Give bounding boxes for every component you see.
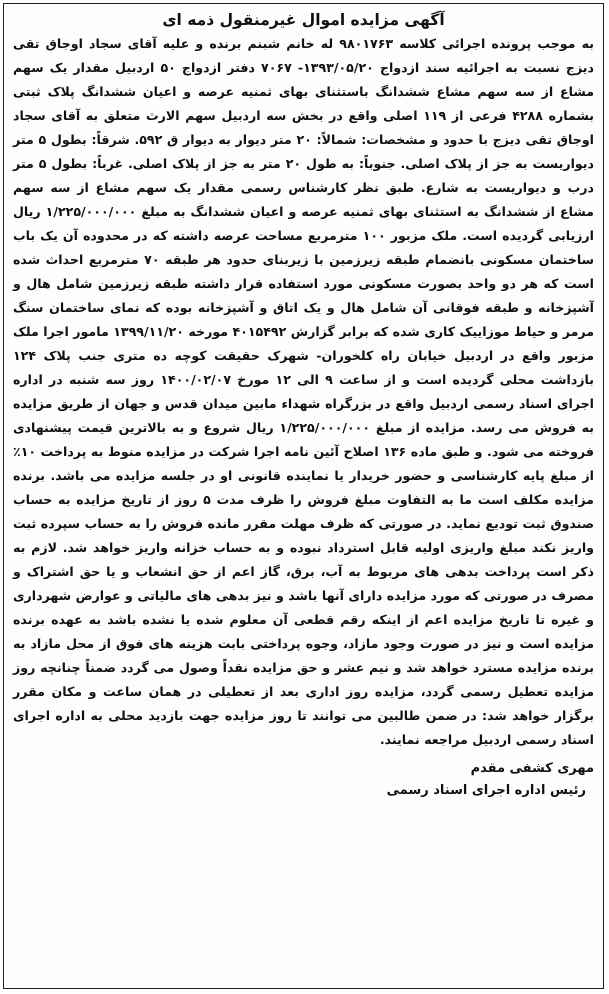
notice-body: به موجب پرونده اجرائی کلاسه ۹۸۰۱۷۶۳ له خانم شبنم برنده و علیه آقای سجاد اوجاق تقی دیزج نسبت به اجرائیه سند ازدواج ۱۳۹۳/۰۵/۲۰- ۷۰۶۷ دفتر ازدواج ۵۰ اردبیل مقدار یک سهم مشاع از سه سهم مشاع ششدانگ باستثنای بهای ثمنیه عرصه و اعیان ششدانگ پلاک ثبتی بشماره ۴۲۸۸ فرعی از ۱۱۹ اصلی واقع در بخش سه اردبیل سهم الارث متعلق به آقای سجاد اوجاق تقی دیزج با حدود و مشخصات: شمالاً: ۲۰ متر دیوار به دیوار ق ۵۹۲. شرقاً: بطول ۵ متر دیواریست به جز از پلاک اصلی. جنوباً: به طول ۲۰ متر به جز از پلاک اصلی. غرباً: بطول ۵ متر درب و دیواریست به شارع. طبق نظر کارشناس رسمی مقدار یک سهم مشاع از سه سهم مشاع از ششدانگ به استثنای بهای ثمنیه عرصه و اعیان ششدانگ به مبلغ ۱/۲۲۵/۰۰۰/۰۰۰ ریال ارزیابی گردیده است. ملک مزبور ۱۰۰ مترمربع مساحت عرصه داشته که در محدوده آن یک باب ساختمان مسکونی بانضمام طبقه زیرزمین با زیربنای حدود هر طبقه ۷۰ مترمربع احداث شده است که هر دو واحد بصورت مسکونی مورد استفاده قرار داشته طبقه زیرزمین شامل هال و آشپزخانه و طبقه فوقانی آن شامل هال و یک اتاق و آشپزخانه بوده که نمای ساختمان سنگ مرمر و حیاط موزاییک کاری شده که برابر گزارش ۴۰۱۵۴۹۲ مورخه ۱۳۹۹/۱۱/۲۰ مامور اجرا ملک مزبور واقع در اردبیل خیابان راه کلخوران- شهرک حقیقت کوچه ده متری جنب پلاک ۱۲۴ بازداشت محلی گردیده است و از ساعت ۹ الی ۱۲ مورخ ۱۴۰۰/۰۲/۰۷ روز سه شنبه در اداره اجرای اسناد رسمی اردبیل واقع در بزرگراه شهداء مابین میدان قدس و جهان از طریق مزایده به فروش می رسد. مزایده از مبلغ ۱/۲۲۵/۰۰۰/۰۰۰ ریال شروع و به بالاترین قیمت پیشنهادی فروخته می شود. و طبق ماده ۱۳۶ اصلاح آئین نامه اجرا شرکت در مزایده منوط به پرداخت ۱۰٪ از مبلغ پایه کارشناسی و حضور خریدار یا نماینده قانونی او در جلسه مزایده می باشد. برنده مزایده مکلف است ما به التفاوت مبلغ فروش را ظرف مدت ۵ روز از تاریخ مزایده به حساب صندوق ثبت تودیع نماید. در صورتی که ظرف مهلت مقرر مانده فروش را به حساب سپرده ثبت واریز نکند مبلغ واریزی اولیه قابل استرداد نبوده و به حساب خزانه واریز خواهد شد. لازم به ذکر است پرداخت بدهی های مربوط به آب، برق، گاز اعم از حق انشعاب و یا حق اشتراک و مصرف در صورتی که مورد مزایده دارای آنها باشد و نیز بدهی های مالیاتی و عوارض شهرداری و غیره تا تاریخ مزایده اعم از اینکه رقم قطعی آن معلوم شده یا نشده باشد به عهده برنده مزایده است و نیز در صورت وجود مازاد، وجوه پرداختی بابت هزینه های فوق از محل مازاد به برنده مزایده مسترد خواهد شد و نیم عشر و حق مزایده نقداً وصول می گردد ضمناً چنانچه روز مزایده تعطیل رسمی گردد، مزایده روز اداری بعد از تعطیلی در همان ساعت و مکان مقرر برگزار خواهد شد: در ضمن طالبین می توانند تا روز مزایده جهت بازدید محلی به اداره اجرای اسناد رسمی اردبیل مراجعه نمایند. <box>13 36 595 747</box>
signature-name: مهری کشفی مقدم <box>470 761 594 776</box>
signature-title: رئیس اداره اجرای اسناد رسمی <box>386 783 586 798</box>
notice-title: آگهی مزایده اموال غیرمنقول ذمه ای <box>162 11 445 29</box>
signature-block <box>13 758 594 802</box>
auction-notice <box>3 3 604 989</box>
